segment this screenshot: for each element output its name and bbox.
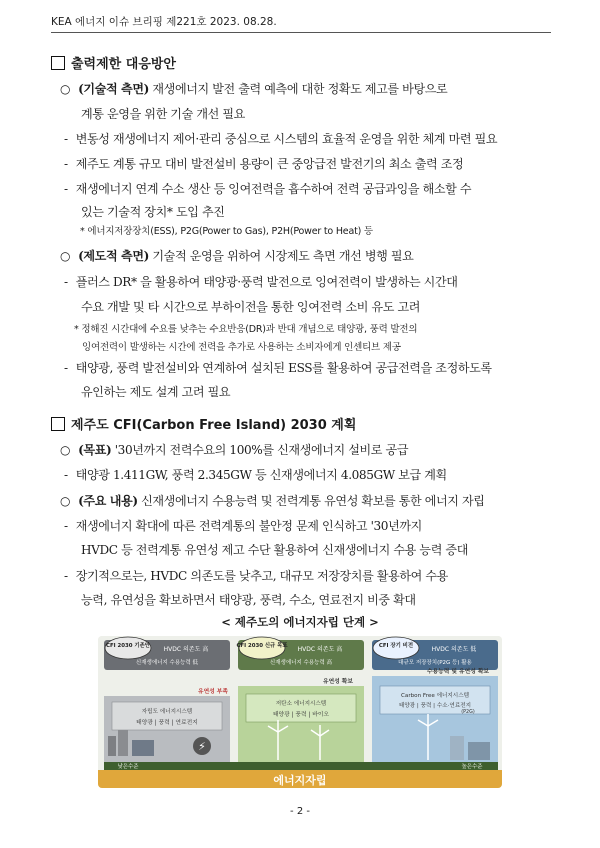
bullet-item: - 장기적으로는, HVDC 의존도를 낮추고, 대규모 저장장치를 활용하여 수용: [64, 569, 448, 583]
stage3-flex: 수용능력 및 유연성 확보: [426, 669, 490, 675]
stage2-system: 저탄소 에너지시스템: [275, 701, 327, 707]
bullet-item: - 재생에너지 연계 수소 생산 등 잉여전력을 흡수하여 전력 공급과잉을 해소할 수: [64, 182, 472, 196]
bullet-item-cont: 수요 개발 및 타 시간으로 부하이전을 통한 잉여전력 소비 유도 고려: [81, 300, 421, 314]
stage3-storage: 대규모 저장장치(P2G 등) 활용: [398, 660, 472, 666]
square-bullet-icon: [51, 417, 65, 431]
goal-paragraph: ○ (목표) '30년까지 전력수요의 100%를 신재생에너지 설비로 공급: [60, 443, 409, 457]
inst-paragraph: ○ (제도적 측면) 기술적 운영을 위하여 시장제도 측면 개선 병행 필요: [60, 249, 414, 263]
stage1-capacity: 신재생에너지 수용능력 低: [135, 660, 199, 666]
stage2-hvdc: HVDC 의존도 高: [297, 646, 343, 653]
bullet-item-cont: HVDC 등 전력계통 유연성 제고 수단 활용하여 신재생에너지 수용 능력 증대: [81, 543, 468, 557]
bullet-item: - 제주도 계통 규모 대비 발전설비 용량이 큰 중앙급전 발전기의 최소 출력 조정: [64, 157, 464, 171]
circle-bullet-icon: ○: [60, 443, 71, 457]
bullet-item-cont: 유인하는 제도 설계 고려 필요: [81, 385, 231, 399]
page-header: KEA 에너지 이슈 브리핑 제221호 2023. 08.28.: [51, 14, 551, 33]
svg-text:⚡: ⚡: [198, 740, 206, 753]
main-heading: (주요 내용): [78, 494, 138, 508]
stage2-badge: CFI 2030 신규 목표: [236, 643, 288, 649]
section-title-output-limit: 출력제한 대응방안: [51, 53, 176, 72]
tech-paragraph-cont: 계통 운영을 위한 기술 개선 필요: [81, 107, 245, 121]
stage3-p2g: (P2G): [461, 710, 475, 715]
goal-heading: (목표): [78, 443, 112, 457]
stage3-badge: CFI 장기 비전: [378, 643, 414, 649]
bullet-item-cont: 있는 기술적 장치* 도입 추진: [81, 205, 225, 219]
low-level-label: 낮은수준: [117, 764, 139, 770]
stage2-flex: 유연성 확보: [322, 679, 354, 685]
stage3-hvdc: HVDC 의존도 低: [431, 646, 477, 653]
stage1-system: 자립도 에너지시스템: [141, 709, 193, 715]
bullet-item-cont: 능력, 유연성을 확보하면서 태양광, 풍력, 수소, 연료전지 비중 확대: [81, 593, 416, 607]
stage1-badge: CFI 2030 기존안: [105, 643, 151, 649]
bullet-item: - 플러스 DR* 을 활용하여 태양광·풍력 발전으로 잉여전력이 발생하는 시간대: [64, 275, 458, 289]
footnote: * 정해진 시간대에 수요를 낮추는 수요반응(DR)과 반대 개념으로 태양광, 풍력 발전의: [74, 324, 418, 335]
circle-bullet-icon: ○: [60, 249, 71, 263]
bullet-item: - 태양광, 풍력 발전설비와 연계하여 설치된 ESS를 활용하여 공급전력을 조정하도록: [64, 361, 492, 375]
stage2-sources: 태양광 | 풍력 | 바이오: [272, 712, 330, 718]
high-level-label: 높은수준: [461, 764, 483, 770]
stage1-flex: 유연성 부족: [197, 689, 229, 695]
footnote-cont: 잉여전력이 발생하는 시간에 전력을 추가로 사용하는 소비자에게 인센티브 제공: [82, 342, 401, 353]
stage1-sources: 태양광 | 풍력 | 연료전지: [136, 720, 198, 726]
circle-bullet-icon: ○: [60, 82, 71, 96]
tech-paragraph: ○ (기술적 측면) 재생에너지 발전 출력 예측에 대한 정확도 제고를 바탕으로: [60, 82, 448, 96]
energy-independence-figure: [98, 636, 502, 788]
bullet-item: - 태양광 1.411GW, 풍력 2.345GW 등 신재생에너지 4.085GW 보급 계획: [64, 468, 447, 482]
footnote: * 에너지저장장치(ESS), P2G(Power to Gas), P2H(Power to Heat) 등: [80, 226, 373, 237]
energy-independence-label: 에너지자립: [273, 774, 327, 787]
inst-heading: (제도적 측면): [78, 249, 149, 263]
stage1-hvdc: HVDC 의존도 高: [163, 646, 209, 653]
main-paragraph: ○ (주요 내용) 신재생에너지 수용능력 및 전력계통 유연성 확보를 통한 에너지 자립: [60, 494, 485, 508]
stage3-system: Carbon Free 에너지시스템: [401, 693, 469, 699]
figure-caption: < 제주도의 에너지자립 단계 >: [221, 615, 379, 629]
stage2-capacity: 신재생에너지 수용능력 高: [269, 660, 333, 666]
stage3-sources: 태양광 | 풍력 | 수소·연료전지: [398, 703, 472, 709]
bullet-item: - 재생에너지 확대에 따른 전력계통의 불안정 문제 인식하고 '30년까지: [64, 519, 422, 533]
section-title-cfi: 제주도 CFI(Carbon Free Island) 2030 계획: [51, 414, 356, 433]
circle-bullet-icon: ○: [60, 494, 71, 508]
page-number: - 2 -: [290, 806, 310, 817]
bullet-item: - 변동성 재생에너지 제어·관리 중심으로 시스템의 효율적 운영을 위한 체계 마련 필요: [64, 132, 498, 146]
tech-heading: (기술적 측면): [78, 82, 149, 96]
square-bullet-icon: [51, 56, 65, 70]
